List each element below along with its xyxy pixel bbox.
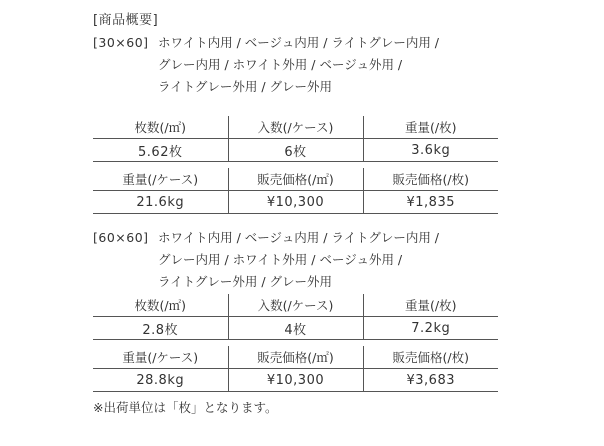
- table-header-row: [93, 346, 498, 369]
- size-label: [60×60]: [93, 230, 149, 245]
- value-cell: 6枚: [228, 139, 363, 162]
- color-line: ホワイト内用 / ベージュ内用 / ライトグレー内用 /: [158, 230, 440, 245]
- header-cell: 枚数(/㎡): [93, 116, 228, 139]
- value-cell: 7.2kg: [363, 317, 498, 340]
- section-heading: [93, 32, 513, 98]
- table-header-row: [93, 168, 498, 191]
- table-row: [93, 369, 498, 392]
- header-cell: 販売価格(/㎡): [228, 168, 363, 191]
- color-line: グレー内用 / ホワイト外用 / ベージュ外用 /: [158, 57, 403, 72]
- header-cell: 重量(/枚): [363, 294, 498, 317]
- color-list: [158, 32, 513, 98]
- size-label: [30×60]: [93, 35, 149, 50]
- value-cell: 4枚: [228, 317, 363, 340]
- color-line: ライトグレー外用 / グレー外用: [158, 79, 333, 94]
- spec-table-60x60-2: [93, 346, 498, 392]
- table-header-row: [93, 294, 498, 317]
- section-30x60: [93, 32, 513, 98]
- header-cell: 枚数(/㎡): [93, 294, 228, 317]
- header-cell: 重量(/ケース): [93, 168, 228, 191]
- value-cell: 5.62枚: [93, 139, 228, 162]
- section-heading: [93, 227, 513, 293]
- value-cell: 28.8kg: [93, 369, 228, 392]
- color-line: グレー内用 / ホワイト外用 / ベージュ外用 /: [158, 252, 403, 267]
- spec-table-30x60-2: [93, 168, 498, 214]
- header-cell: 重量(/枚): [363, 116, 498, 139]
- table-row: [93, 317, 498, 340]
- value-cell: 2.8枚: [93, 317, 228, 340]
- section-60x60: [93, 227, 513, 293]
- value-cell: 21.6kg: [93, 191, 228, 214]
- value-cell: ¥3,683: [363, 369, 498, 392]
- table-row: [93, 139, 498, 162]
- header-cell: 販売価格(/枚): [363, 168, 498, 191]
- table-header-row: [93, 116, 498, 139]
- shipping-unit-note: ※出荷単位は「枚」となります。: [93, 400, 278, 415]
- header-cell: 入数(/ケース): [228, 294, 363, 317]
- color-list: [158, 227, 513, 293]
- spec-table-30x60-1: [93, 116, 498, 162]
- header-cell: 入数(/ケース): [228, 116, 363, 139]
- value-cell: 3.6kg: [363, 139, 498, 162]
- value-cell: ¥10,300: [228, 369, 363, 392]
- value-cell: ¥1,835: [363, 191, 498, 214]
- spec-table-60x60-1: [93, 294, 498, 340]
- color-line: ホワイト内用 / ベージュ内用 / ライトグレー内用 /: [158, 35, 440, 50]
- page-title: [商品概要]: [93, 13, 159, 28]
- value-cell: ¥10,300: [228, 191, 363, 214]
- header-cell: 重量(/ケース): [93, 346, 228, 369]
- header-cell: 販売価格(/㎡): [228, 346, 363, 369]
- color-line: ライトグレー外用 / グレー外用: [158, 274, 333, 289]
- table-row: [93, 191, 498, 214]
- header-cell: 販売価格(/枚): [363, 346, 498, 369]
